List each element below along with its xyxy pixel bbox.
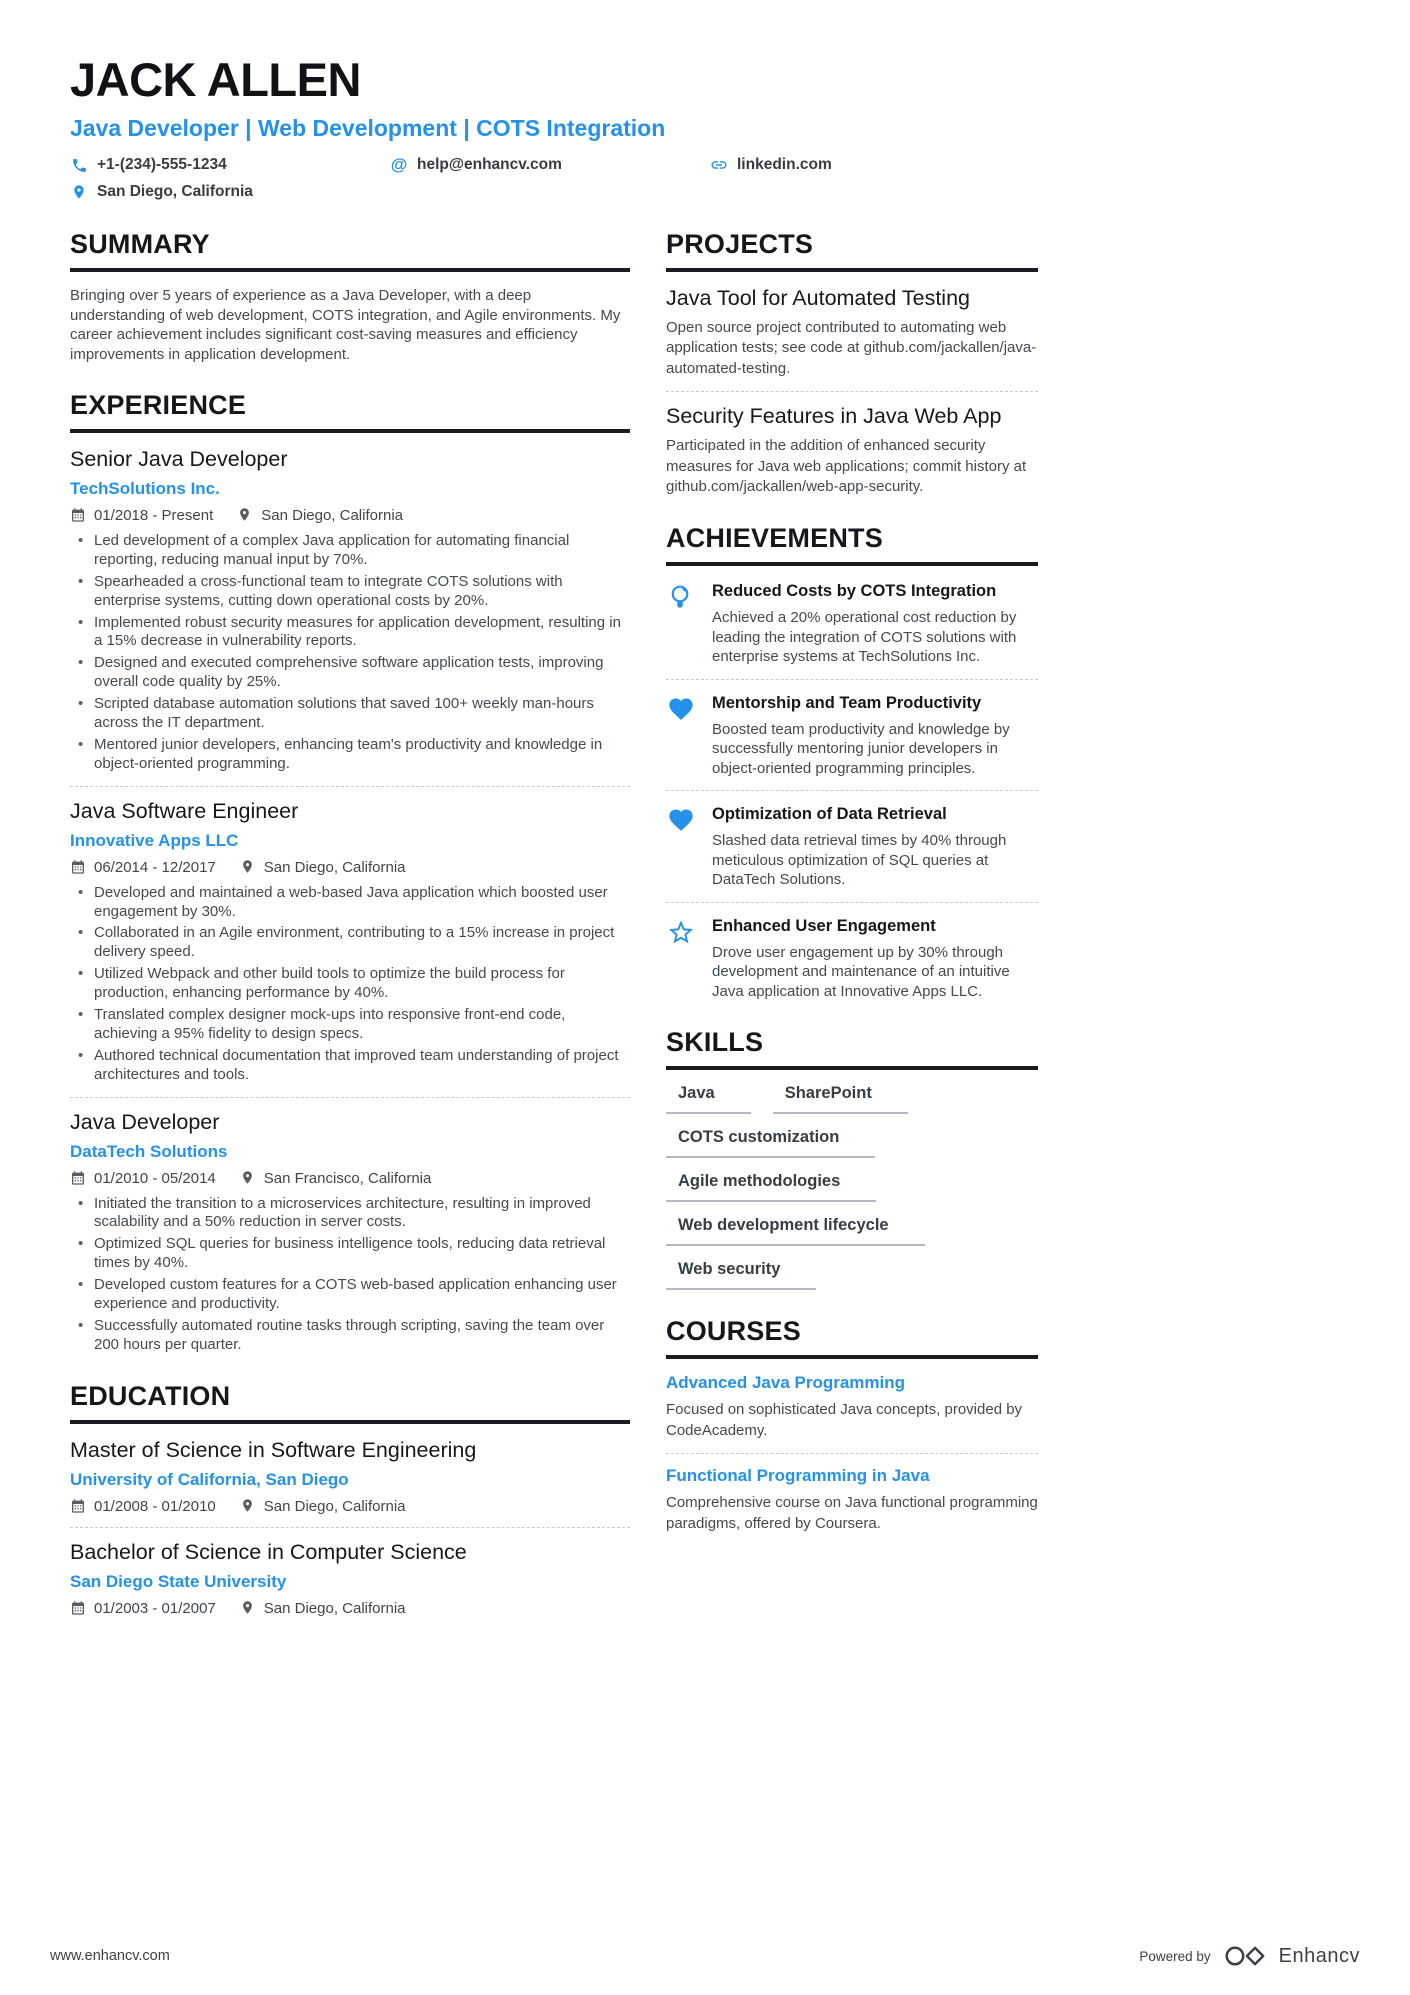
education-entry — [70, 1540, 630, 1617]
bullet-item: • Successfully automated routine tasks through scripting, saving the team over 200 hours per quarter. — [70, 1317, 630, 1355]
location-pin-icon — [237, 507, 254, 524]
projects-heading: PROJECTS — [666, 229, 1038, 272]
achievement-content — [712, 803, 1038, 890]
degree-dates: 01/2003 - 01/2007 — [94, 1599, 216, 1617]
bullet-item: • Led development of a complex Java application for automating financial reporting, reducing manual input by 70%. — [70, 532, 630, 570]
phone-icon — [70, 156, 88, 174]
job-dates: 01/2018 - Present — [94, 507, 214, 524]
heart-icon — [666, 803, 712, 834]
summary-text: Bringing over 5 years of experience as a Java Developer, with a deep understanding of web development, COTS integration, and Agile environments. My career achievement includes significant cost-saving measures and efficiency improvements in application development. — [70, 287, 621, 363]
right-column — [666, 207, 1038, 1625]
job-bullets — [70, 1195, 630, 1355]
education-section — [70, 1381, 630, 1617]
project-description: Participated in the addition of enhanced security measures for Java web applications; commit history at github.com/jackallen/web-app-security. — [666, 437, 1027, 495]
entry-divider — [70, 1097, 630, 1098]
degree-meta — [70, 1600, 630, 1617]
skill-tag: Java — [666, 1084, 751, 1114]
linkedin-handle: linkedin.com — [737, 156, 832, 173]
project-description: Open source project contributed to automating web application tests; see code at github.com/jackallen/java-automated-testing. — [666, 319, 1037, 377]
skills-section — [666, 1027, 1038, 1290]
page-footer — [50, 1943, 1360, 1969]
achievement-description: Achieved a 20% operational cost reduction by leading the integration of COTS solutions with enterprise systems at TechSolutions Inc. — [712, 609, 1017, 666]
course-title: Advanced Java Programming — [666, 1373, 906, 1393]
skills-row — [666, 1216, 1038, 1246]
projects-section — [666, 229, 1038, 497]
experience-section — [70, 390, 630, 1355]
star-icon — [666, 915, 712, 947]
project-entry — [666, 404, 1038, 497]
linkedin-contact[interactable] — [710, 156, 1038, 174]
achievement-description: Drove user engagement up by 30% through development and maintenance of an intuitive Java application at Innovative Apps LLC. — [712, 943, 1010, 1000]
bullet-item: • Initiated the transition to a microservices architecture, resulting in improved scalability and a 50% reduction in server costs. — [70, 1195, 630, 1233]
courses-section — [666, 1316, 1038, 1534]
bullet-item: • Developed custom features for a COTS web-based application enhancing user experience and productivity. — [70, 1276, 630, 1314]
skill-tag: Web security — [666, 1260, 816, 1290]
skill-tag: SharePoint — [773, 1084, 908, 1114]
achievement-description: Slashed data retrieval times by 40% through meticulous optimization of SQL queries at DataTech Solutions. — [712, 832, 1007, 889]
achievement-title: Enhanced User Engagement — [712, 916, 936, 935]
skill-tag: COTS customization — [666, 1128, 875, 1158]
location-text: San Diego, California — [97, 183, 253, 200]
skills-list — [666, 1084, 1038, 1290]
project-title: Java Tool for Automated Testing — [666, 286, 970, 310]
skill-tag: Web development lifecycle — [666, 1216, 925, 1246]
bullet-item: • Mentored junior developers, enhancing team's productivity and knowledge in object-oriented programming. — [70, 736, 630, 774]
degree-title: Bachelor of Science in Computer Science — [70, 1539, 467, 1564]
entry-divider — [666, 902, 1038, 903]
job-meta — [70, 507, 630, 524]
job-dates: 06/2014 - 12/2017 — [94, 858, 216, 876]
enhancv-logo-icon — [1223, 1943, 1267, 1969]
achievement-entry — [666, 692, 1038, 779]
calendar-icon — [70, 1498, 87, 1515]
candidate-name: JACK ALLEN — [70, 53, 361, 106]
job-location: San Francisco, California — [263, 1169, 432, 1187]
location-pin-icon — [240, 1170, 257, 1187]
bullet-item: • Optimized SQL queries for business intelligence tools, reducing data retrieval times by 40%. — [70, 1235, 630, 1273]
entry-divider — [666, 679, 1038, 680]
skills-heading: SKILLS — [666, 1027, 1038, 1070]
project-title: Security Features in Java Web App — [666, 404, 1002, 429]
job-bullets — [70, 532, 630, 774]
entry-divider — [70, 786, 630, 787]
job-location: San Diego, California — [261, 507, 403, 524]
bullet-item: • Utilized Webpack and other build tools to optimize the build process for production, enhancing performance by 40%. — [70, 965, 630, 1003]
brand-wordmark: Enhancv — [1278, 1944, 1360, 1967]
job-title: Java Software Engineer — [70, 798, 299, 823]
bullet-item: • Collaborated in an Agile environment, contributing to a 15% increase in project delivery speed. — [70, 924, 630, 962]
achievement-title: Mentorship and Team Productivity — [712, 693, 982, 712]
achievement-title: Reduced Costs by COTS Integration — [712, 582, 997, 601]
degree-location: San Diego, California — [263, 1599, 406, 1617]
location-pin-icon — [70, 183, 88, 201]
job-meta — [70, 859, 630, 876]
job-title: Java Developer — [70, 1109, 220, 1134]
experience-entry — [70, 799, 630, 1085]
email-address: help@enhancv.com — [417, 156, 562, 173]
bullet-item: • Authored technical documentation that improved team understanding of project architectures and tools. — [70, 1047, 630, 1085]
phone-contact[interactable] — [70, 156, 390, 174]
summary-section — [70, 229, 630, 364]
at-icon: @ — [390, 155, 408, 174]
company-name: DataTech Solutions — [70, 1141, 228, 1161]
job-title: Senior Java Developer — [70, 447, 288, 471]
location-contact — [70, 183, 1038, 201]
calendar-icon — [70, 507, 87, 524]
skill-tag: Agile methodologies — [666, 1172, 876, 1202]
bullet-item: • Designed and executed comprehensive software application tests, improving overall code quality by 25%. — [70, 654, 630, 692]
company-name: TechSolutions Inc. — [70, 479, 220, 498]
contact-row — [70, 156, 1038, 201]
website-link[interactable]: www.enhancv.com — [50, 1948, 170, 1964]
location-pin-icon — [240, 859, 257, 876]
achievement-content — [712, 580, 1038, 667]
course-entry — [666, 1466, 1038, 1534]
lightbulb-icon — [666, 580, 712, 613]
achievements-heading: ACHIEVEMENTS — [666, 523, 1038, 566]
school-name: University of California, San Diego — [70, 1469, 349, 1489]
bullet-item: • Spearheaded a cross-functional team to integrate COTS solutions with enterprise systems, cutting down operational costs by 20%. — [70, 573, 630, 611]
bullet-item: • Translated complex designer mock-ups into responsive front-end code, achieving a 95% fidelity to design specs. — [70, 1006, 630, 1044]
achievement-content — [712, 915, 1038, 1002]
achievement-description: Boosted team productivity and knowledge by successfully mentoring junior developers in object-oriented programming principles. — [712, 720, 1010, 777]
job-dates: 01/2010 - 05/2014 — [94, 1169, 216, 1187]
heart-icon — [666, 692, 712, 723]
company-name: Innovative Apps LLC — [70, 830, 239, 850]
degree-title: Master of Science in Software Engineering — [70, 1437, 477, 1462]
achievement-entry — [666, 803, 1038, 890]
bullet-item: • Implemented robust security measures for application development, resulting in a 15% decrease in vulnerability reports. — [70, 614, 630, 652]
experience-entry — [70, 447, 630, 774]
skills-row — [666, 1172, 1038, 1202]
course-description: Focused on sophisticated Java concepts, provided by CodeAcademy. — [666, 1401, 1023, 1439]
degree-meta — [70, 1498, 630, 1515]
course-title: Functional Programming in Java — [666, 1466, 930, 1486]
skills-row — [666, 1260, 1038, 1290]
achievement-title: Optimization of Data Retrieval — [712, 805, 947, 824]
education-entry — [70, 1438, 630, 1515]
courses-heading: COURSES — [666, 1316, 1038, 1359]
achievement-entry — [666, 580, 1038, 667]
email-contact[interactable] — [390, 156, 710, 174]
entry-divider — [70, 1527, 630, 1528]
skills-row — [666, 1084, 1038, 1114]
experience-heading: EXPERIENCE — [70, 390, 630, 433]
achievement-content — [712, 692, 1038, 779]
entry-divider — [666, 391, 1038, 392]
job-location: San Diego, California — [263, 858, 406, 876]
course-entry — [666, 1373, 1038, 1441]
powered-by-label: Powered by — [1139, 1948, 1211, 1964]
resume-header — [70, 52, 1038, 201]
bullet-item: • Developed and maintained a web-based Java application which boosted user engagement by 30%. — [70, 884, 630, 922]
course-description: Comprehensive course on Java functional programming paradigms, offered by Coursera. — [666, 1494, 1038, 1532]
left-column — [70, 207, 630, 1625]
project-entry — [666, 286, 1038, 379]
calendar-icon — [70, 1600, 87, 1617]
candidate-title: Java Developer | Web Development | COTS Integration — [70, 115, 666, 141]
powered-by-block[interactable] — [1139, 1943, 1360, 1969]
achievement-entry — [666, 915, 1038, 1002]
phone-number: +1-(234)-555-1234 — [97, 156, 227, 173]
entry-divider — [666, 1453, 1038, 1454]
calendar-icon — [70, 859, 87, 876]
job-bullets — [70, 884, 630, 1085]
experience-entry — [70, 1110, 630, 1355]
link-icon — [710, 156, 728, 174]
job-meta — [70, 1170, 630, 1187]
summary-heading: SUMMARY — [70, 229, 630, 272]
skills-row — [666, 1128, 1038, 1158]
degree-dates: 01/2008 - 01/2010 — [94, 1497, 216, 1515]
location-pin-icon — [240, 1600, 257, 1617]
bullet-item: • Scripted database automation solutions that saved 100+ weekly man-hours across the IT department. — [70, 695, 630, 733]
resume-columns — [70, 207, 1038, 1625]
calendar-icon — [70, 1170, 87, 1187]
entry-divider — [666, 790, 1038, 791]
education-heading: EDUCATION — [70, 1381, 630, 1424]
degree-location: San Diego, California — [263, 1497, 406, 1515]
achievements-section — [666, 523, 1038, 1001]
location-pin-icon — [240, 1498, 257, 1515]
school-name: San Diego State University — [70, 1571, 287, 1591]
